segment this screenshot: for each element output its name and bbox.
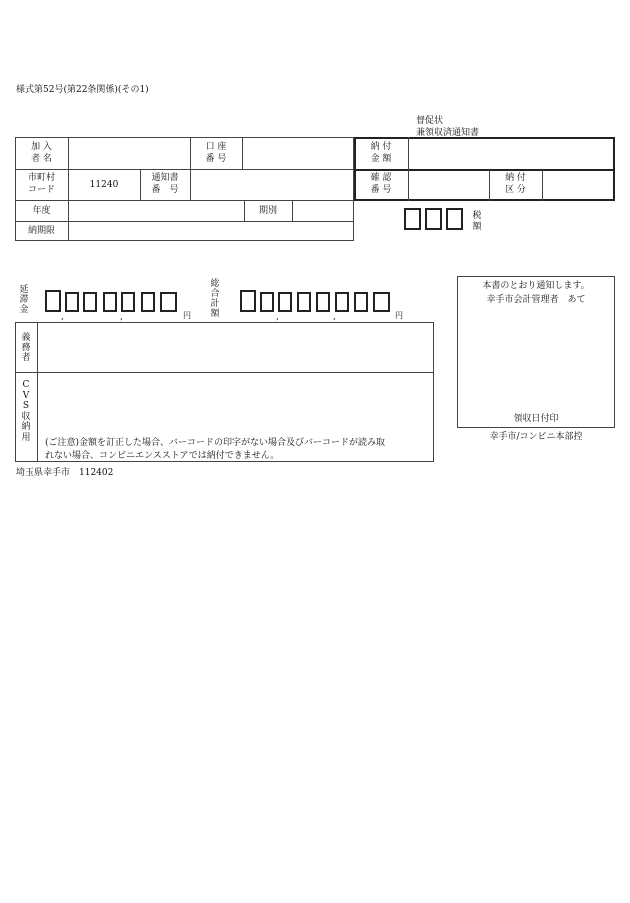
kakunin-bango-field[interactable]	[410, 171, 488, 199]
doc-title-line2: 兼領収済通知書	[416, 128, 480, 138]
tsuchisho-number-field[interactable]	[192, 171, 352, 198]
koza-label: 口 座 番 号	[205, 142, 227, 164]
zeigaku-label: 税 額	[472, 211, 482, 232]
nofu-kingaku-label: 納 付 金 額	[370, 142, 392, 164]
nokigen-field[interactable]	[70, 223, 352, 239]
cvs-label: CVS収納用	[21, 380, 31, 443]
tsuchisho-label: 通知書 番 号	[151, 173, 179, 195]
sogokei-yen-unit: 円	[395, 311, 403, 320]
footer-municipality: 埼玉県幸手市 112402	[16, 468, 114, 478]
gimusha-label: 義務者	[21, 333, 31, 363]
cvs-notice-line2: れない場合、コンビニエンスストアでは納付できません。	[45, 451, 280, 461]
kibetsu-field[interactable]	[294, 202, 352, 219]
receipt-notice-line1: 本書のとおり通知します。	[482, 281, 590, 291]
entaikin-comma-1: ,	[61, 312, 64, 322]
entaikin-label: 延滞金	[19, 285, 29, 315]
nendo-field[interactable]	[70, 202, 242, 219]
receipt-notice-line2: 幸手市会計管理者 あて	[486, 295, 586, 305]
form-number-header: 様式第52号(第22条関係)(その1)	[16, 85, 149, 95]
gimusha-field[interactable]	[39, 324, 432, 371]
nofu-kingaku-field[interactable]	[410, 139, 613, 168]
doc-title-line1: 督促状	[416, 116, 444, 126]
nofu-kubun-field[interactable]	[544, 171, 613, 199]
cvs-notice-line1: (ご注意)金額を訂正した場合、バーコードの印字がない場合及びバーコードが読み取	[45, 438, 386, 448]
sogokei-comma-2: ,	[333, 312, 336, 322]
receipt-date-stamp-label: 領収日付印	[513, 414, 559, 424]
receipt-copy-footer: 幸手市/コンビニ本部控	[489, 432, 583, 442]
kakunin-bango-label: 確 認 番 号	[370, 173, 392, 195]
nofu-kubun-label: 納 付 区 分	[505, 173, 526, 195]
entaikin-yen-unit: 円	[183, 311, 191, 320]
nendo-label: 年度	[32, 206, 51, 216]
sogokei-comma-1: ,	[276, 312, 279, 322]
kibetsu-label: 期別	[258, 206, 277, 216]
sogokei-label: 総合計額	[210, 279, 220, 319]
entaikin-comma-2: ,	[120, 312, 123, 322]
kanyusha-label: 加 入 者 名	[31, 142, 52, 164]
nokigen-label: 納期限	[27, 226, 55, 236]
shichoson-code-value: 11240	[89, 180, 119, 190]
shichoson-code-label: 市町村 コード	[27, 173, 55, 195]
koza-number-field[interactable]	[244, 139, 352, 167]
kanyusha-name-field[interactable]	[70, 139, 188, 167]
